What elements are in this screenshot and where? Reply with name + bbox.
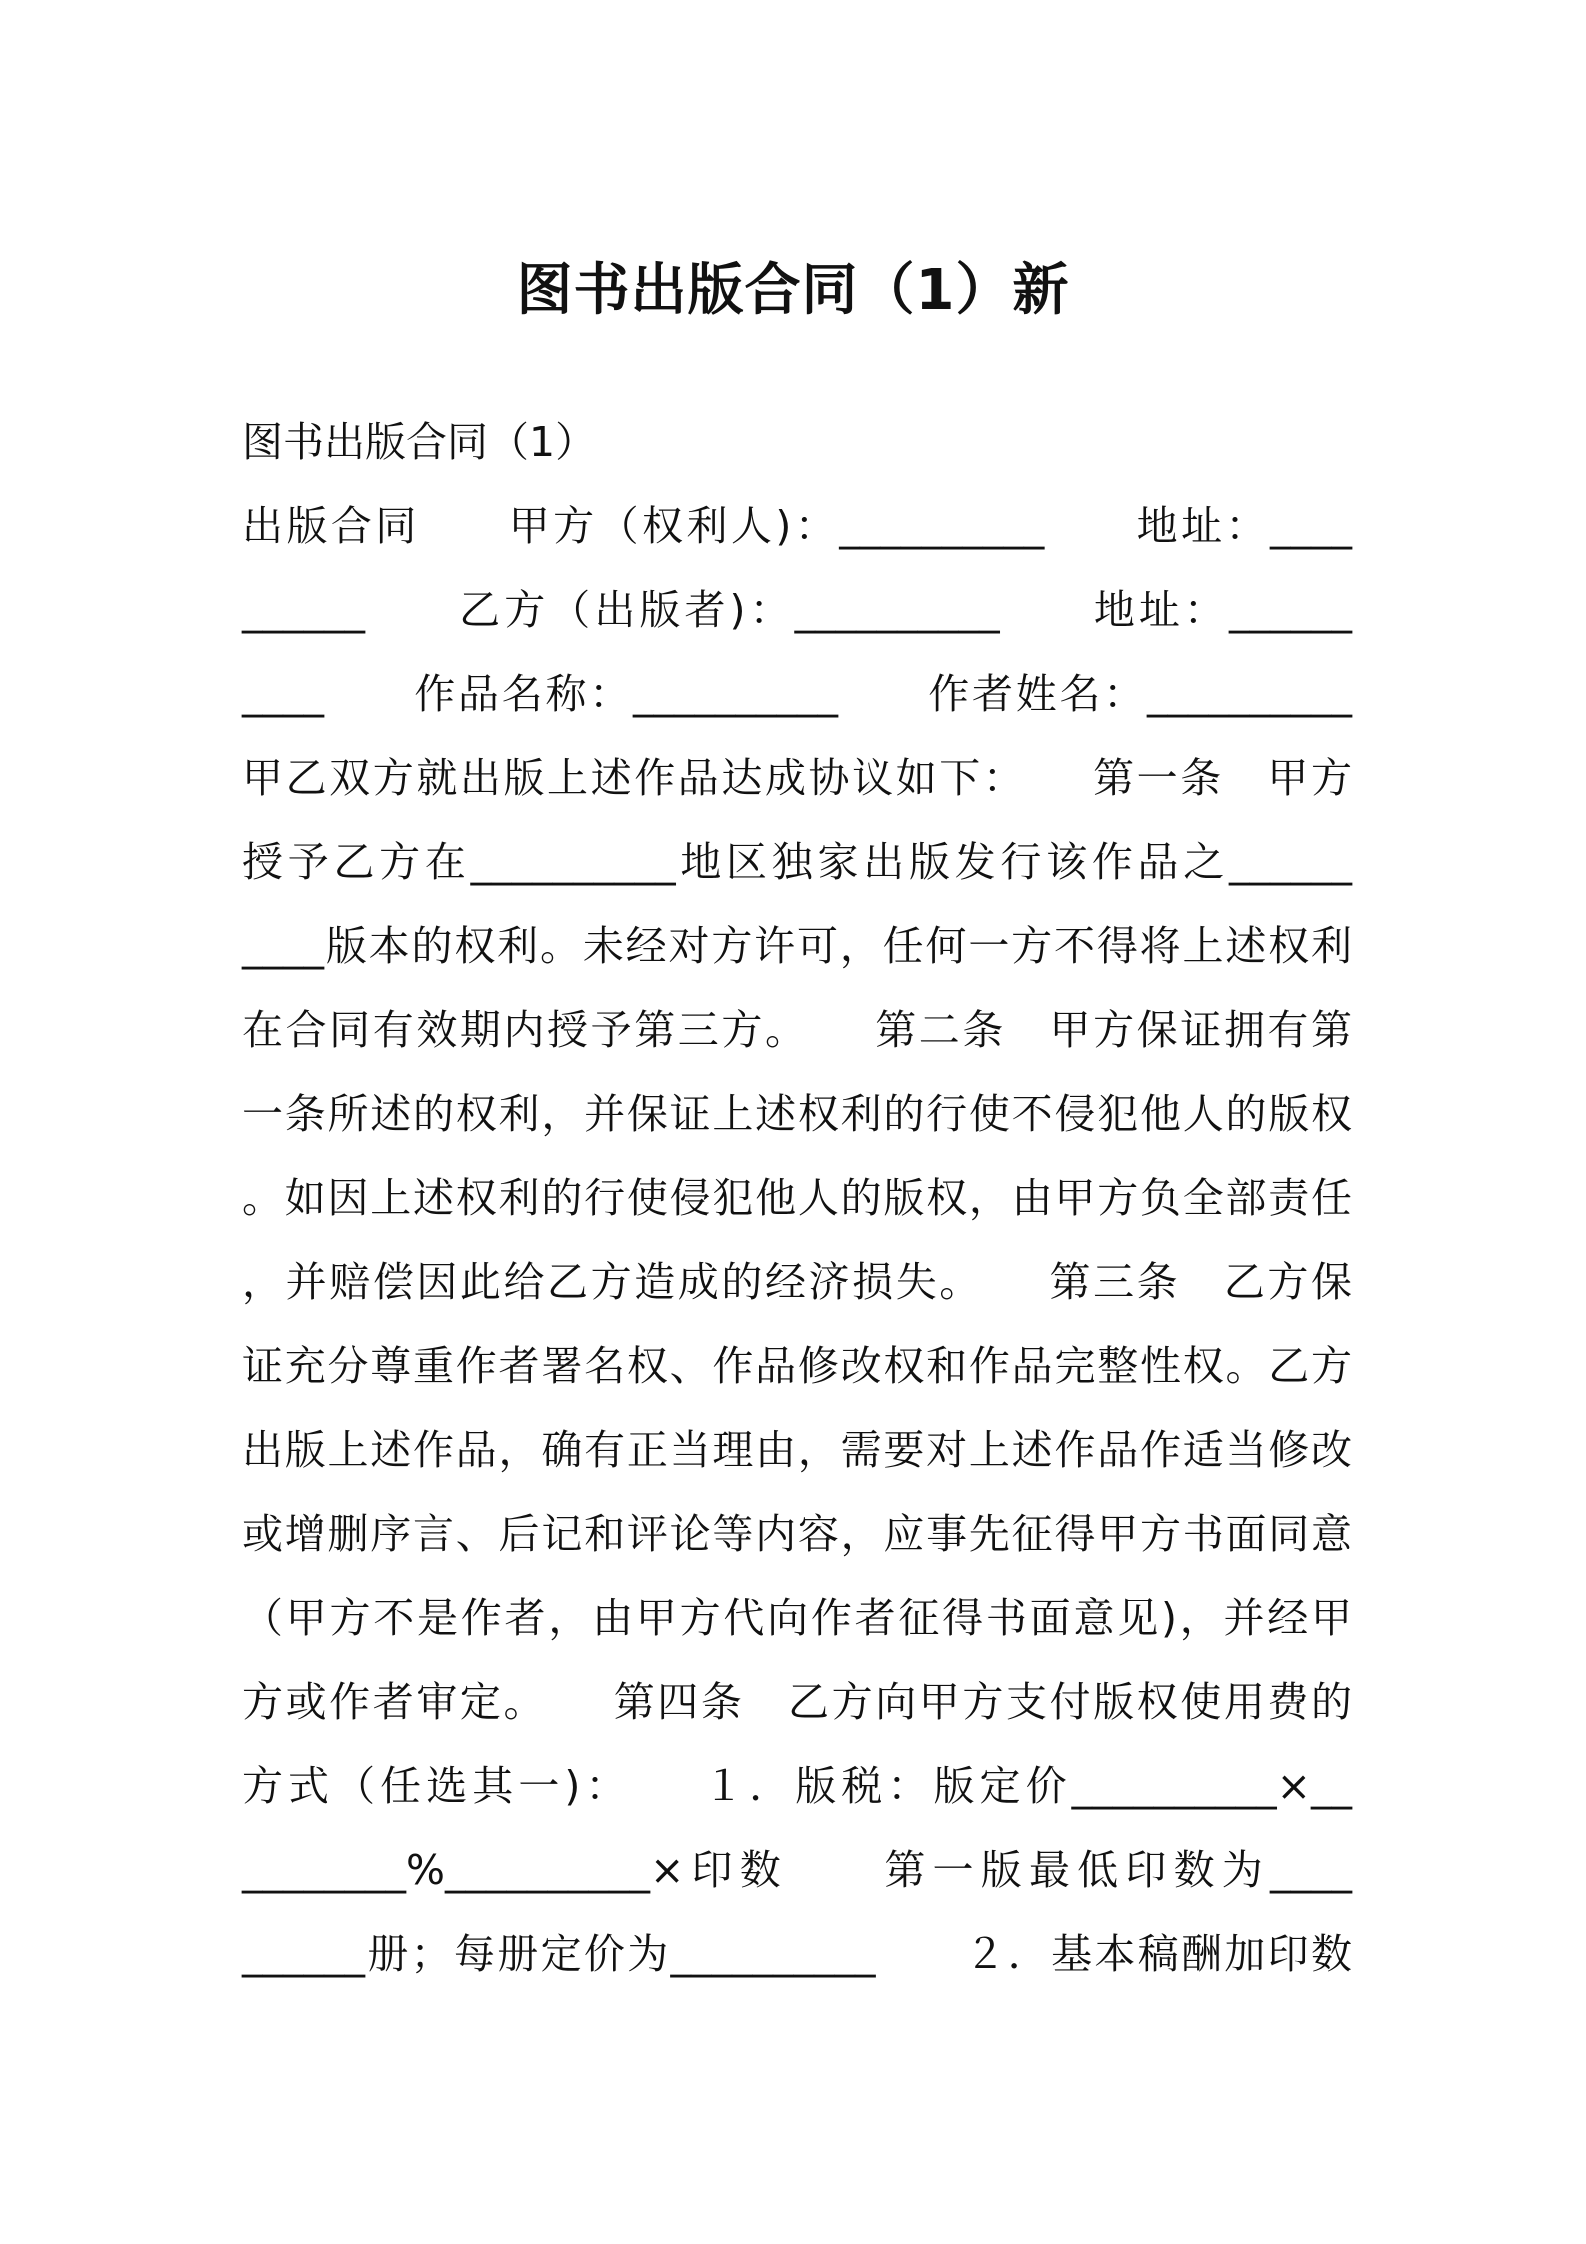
text-line: ____版本的权利。未经对方许可，任何一方不得将上述权利 (242, 922, 1352, 970)
text-line: 方或作者审定。 第四条 乙方向甲方支付版权使用费的 (242, 1678, 1352, 1726)
text-line: 甲乙双方就出版上述作品达成协议如下： 第一条 甲方 (242, 754, 1352, 802)
text-line: 出版上述作品，确有正当理由，需要对上述作品作适当修改 (242, 1426, 1352, 1474)
text-line: 出版合同 甲方（权利人)：__________ 地址：____ (242, 502, 1352, 550)
text-line: 方式（任选其一)： １．版税：版定价__________×__ (242, 1762, 1352, 1810)
text-line: ______ 乙方（出版者)：__________ 地址：______ (242, 586, 1352, 634)
text-line: 。如因上述权利的行使侵犯他人的版权，由甲方负全部责任 (242, 1174, 1352, 1222)
text-line: 或增删序言、后记和评论等内容，应事先征得甲方书面同意 (242, 1510, 1352, 1558)
text-line-subtitle: 图书出版合同（1） (242, 418, 597, 466)
text-line: ________%__________×印数 第一版最低印数为____ (242, 1846, 1352, 1894)
text-line: 一条所述的权利，并保证上述权利的行使不侵犯他人的版权 (242, 1090, 1352, 1138)
text-line: ______册；每册定价为__________ ２．基本稿酬加印数 (242, 1930, 1352, 1978)
text-line: 证充分尊重作者署名权、作品修改权和作品完整性权。乙方 (242, 1342, 1352, 1390)
text-line: （甲方不是作者，由甲方代向作者征得书面意见)，并经甲 (242, 1594, 1352, 1642)
text-line: ，并赔偿因此给乙方造成的经济损失。 第三条 乙方保 (242, 1258, 1352, 1306)
text-line: 在合同有效期内授予第三方。 第二条 甲方保证拥有第 (242, 1006, 1352, 1054)
document-title: 图书出版合同（1）新 (516, 258, 1070, 323)
text-line: 授予乙方在__________地区独家出版发行该作品之______ (242, 838, 1352, 886)
text-line: ____ 作品名称：__________ 作者姓名：__________ (242, 670, 1352, 718)
